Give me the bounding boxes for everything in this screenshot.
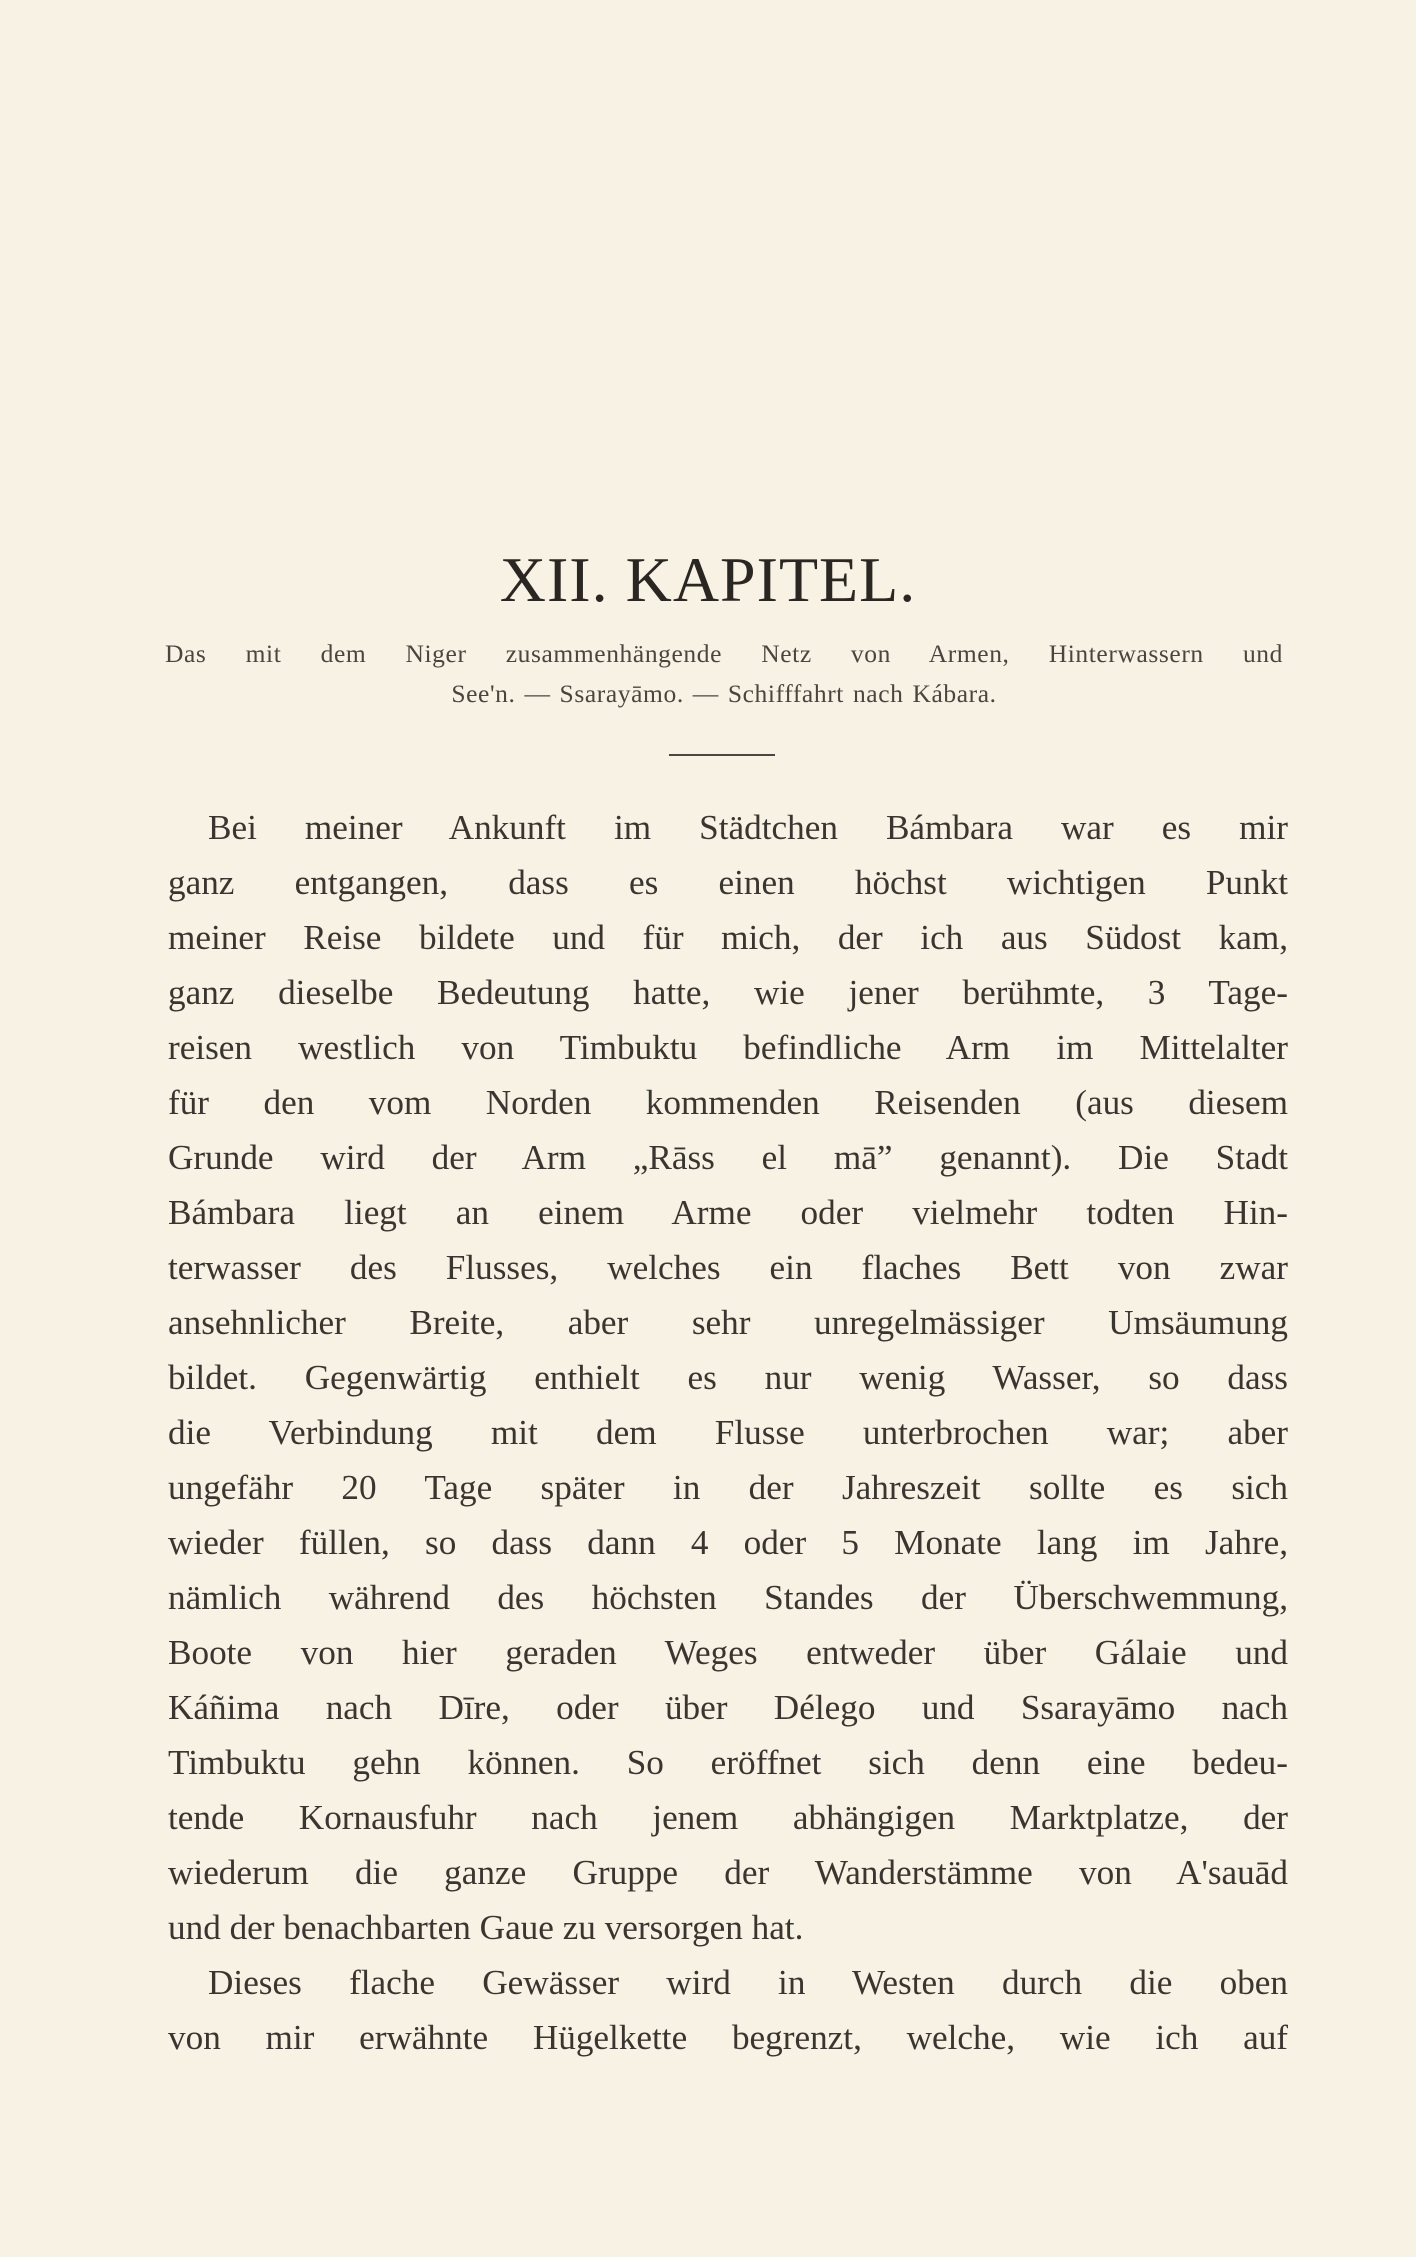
text-line: ungefähr 20 Tage später in der Jahreszeit sollte es sich [168, 1468, 1288, 1507]
text-line: Bámbara liegt an einem Arme oder vielmehr todten Hin- [168, 1193, 1288, 1232]
text-line: die Verbindung mit dem Flusse unterbrochen war; aber [168, 1413, 1288, 1452]
text-line: bildet. Gegenwärtig enthielt es nur wenig Wasser, so dass [168, 1358, 1288, 1397]
text-line: meiner Reise bildete und für mich, der ich aus Südost kam, [168, 918, 1288, 957]
text-line: Boote von hier geraden Weges entweder über Gálaie und [168, 1633, 1288, 1672]
text-line: Dieses flache Gewässer wird in Westen durch die oben [208, 1963, 1288, 2002]
text-line: Grunde wird der Arm „Rāss el mā” genannt). Die Stadt [168, 1138, 1288, 1177]
text-line: nämlich während des höchsten Standes der Überschwemmung, [168, 1578, 1288, 1617]
text-line: für den vom Norden kommenden Reisenden (aus diesem [168, 1083, 1288, 1122]
text-line: wiederum die ganze Gruppe der Wanderstämme von A'sauād [168, 1853, 1288, 1892]
text-line: terwasser des Flusses, welches ein flaches Bett von zwar [168, 1248, 1288, 1287]
paragraph [168, 1955, 1288, 2065]
separator-rule [669, 754, 775, 756]
text-line: reisen westlich von Timbuktu befindliche Arm im Mittelalter [168, 1028, 1288, 1067]
chapter-summary [165, 634, 1283, 714]
chapter-title: XII. KAPITEL. [499, 544, 917, 615]
text-line: Káñima nach Dīre, oder über Délego und Ssarayāmo nach [168, 1688, 1288, 1727]
text-line: Timbuktu gehn können. So eröffnet sich denn eine bedeu- [168, 1743, 1288, 1782]
paragraph [168, 800, 1288, 1955]
text-line: von mir erwähnte Hügelkette begrenzt, welche, wie ich auf [168, 2018, 1288, 2057]
text-line: ganz dieselbe Bedeutung hatte, wie jener berühmte, 3 Tage- [168, 973, 1288, 1012]
text-line: wieder füllen, so dass dann 4 oder 5 Monate lang im Jahre, [168, 1523, 1288, 1562]
summary-line: Das mit dem Niger zusammenhängende Netz von Armen, Hinterwassern und [165, 639, 1283, 668]
text-line: und der benachbarten Gaue zu versorgen hat. [168, 1908, 804, 1947]
text-line: ganz entgangen, dass es einen höchst wichtigen Punkt [168, 863, 1288, 902]
text-line: tende Kornausfuhr nach jenem abhängigen Marktplatze, der [168, 1798, 1288, 1837]
body-text [168, 800, 1288, 2065]
text-line: ansehnlicher Breite, aber sehr unregelmässiger Umsäumung [168, 1303, 1288, 1342]
summary-line: See'n. — Ssarayāmo. — Schifffahrt nach Kábara. [451, 679, 997, 708]
text-line: Bei meiner Ankunft im Städtchen Bámbara war es mir [208, 808, 1288, 847]
